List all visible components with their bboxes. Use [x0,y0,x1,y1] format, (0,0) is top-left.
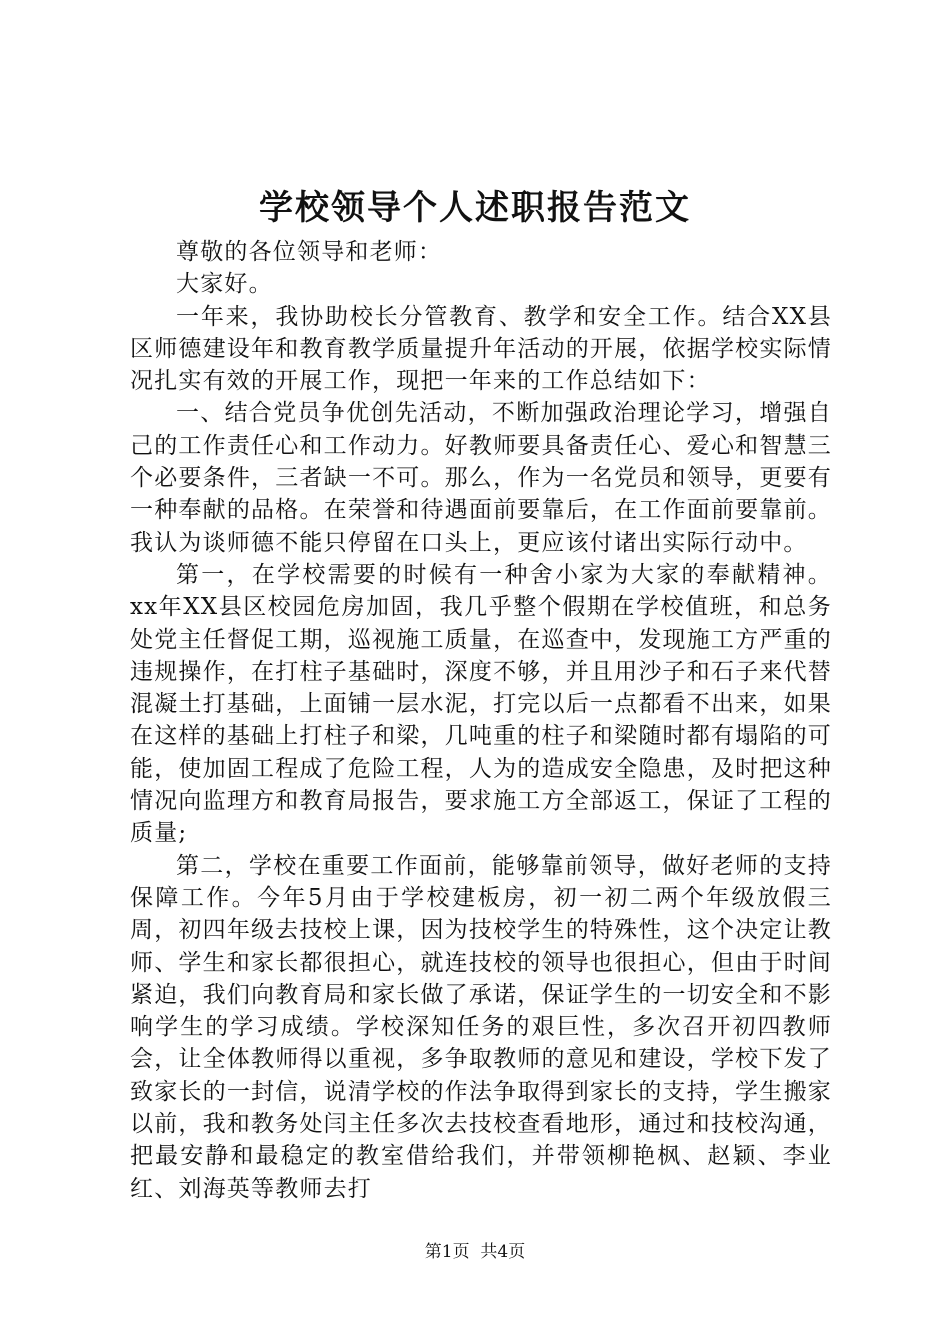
page-number: 第1页 [424,1242,470,1262]
document-title: 学校领导个人述职报告范文 [259,188,691,228]
salutation-paragraph: 大家好。 [176,271,273,298]
section-one-paragraph: 一、结合党员争优创先活动，不断加强政治理论学习，增强自己的工作责任心和工作动力。好教师要具备责任心、爱心和智慧三个必要条件，三者缺一不可。那么，作为一名党员和领导，更要有一种奉献的品格。在荣誉和待遇面前要靠后，在工作面前要靠前。我认为谈师德不能只停留在口头上，更应该付诸出实际行动中。 [130,400,832,556]
page-total: 共4页 [480,1242,526,1262]
intro-paragraph: 一年来，我协助校长分管教育、教学和安全工作。结合XX县区师德建设年和教育教学质量提升年活动的开展，依据学校实际情况扎实有效的开展工作，现把一年来的工作总结如下： [130,303,832,395]
second-point-paragraph: 第二，学校在重要工作面前，能够靠前领导，做好老师的支持保障工作。今年5月由于学校建板房，初一初二两个年级放假三周，初四年级去技校上课，因为技校学生的特殊性，这个决定让教师、学生和家长都很担心，就连技校的领导也很担心，但由于时间紧迫，我们向教育局和家长做了承诺，保证学生的一切安全和不影响学生的学习成绩。学校深知任务的艰巨性，多次召开初四教师会，让全体教师得以重视，多争取教师的意见和建设，学校下发了致家长的一封信，说清学校的作法争取得到家长的支持，学生搬家以前，我和教务处闫主任多次去技校查看地形，通过和技校沟通，把最安静和最稳定的教室借给我们，并带领柳艳枫、赵颖、李业红、刘海英等教师去打 [130,852,832,1202]
page-footer [0,1240,950,1264]
document-body [130,236,832,1205]
greeting-paragraph: 尊敬的各位领导和老师： [176,239,443,265]
first-point-paragraph: 第一，在学校需要的时候有一种舍小家为大家的奉献精神。xx年XX县区校园危房加固，我几乎整个假期在学校值班，和总务处党主任督促工期，巡视施工质量，在巡查中，发现施工方严重的违规操作，在打柱子基础时，深度不够，并且用沙子和石子来代替混凝土打基础，上面铺一层水泥，打完以后一点都看不出来，如果在这样的基础上打柱子和梁，几吨重的柱子和梁随时都有塌陷的可能，使加固工程成了危险工程，人为的造成安全隐患，及时把这种情况向监理方和教育局报告，要求施工方全部返工，保证了工程的质量; [130,561,832,847]
